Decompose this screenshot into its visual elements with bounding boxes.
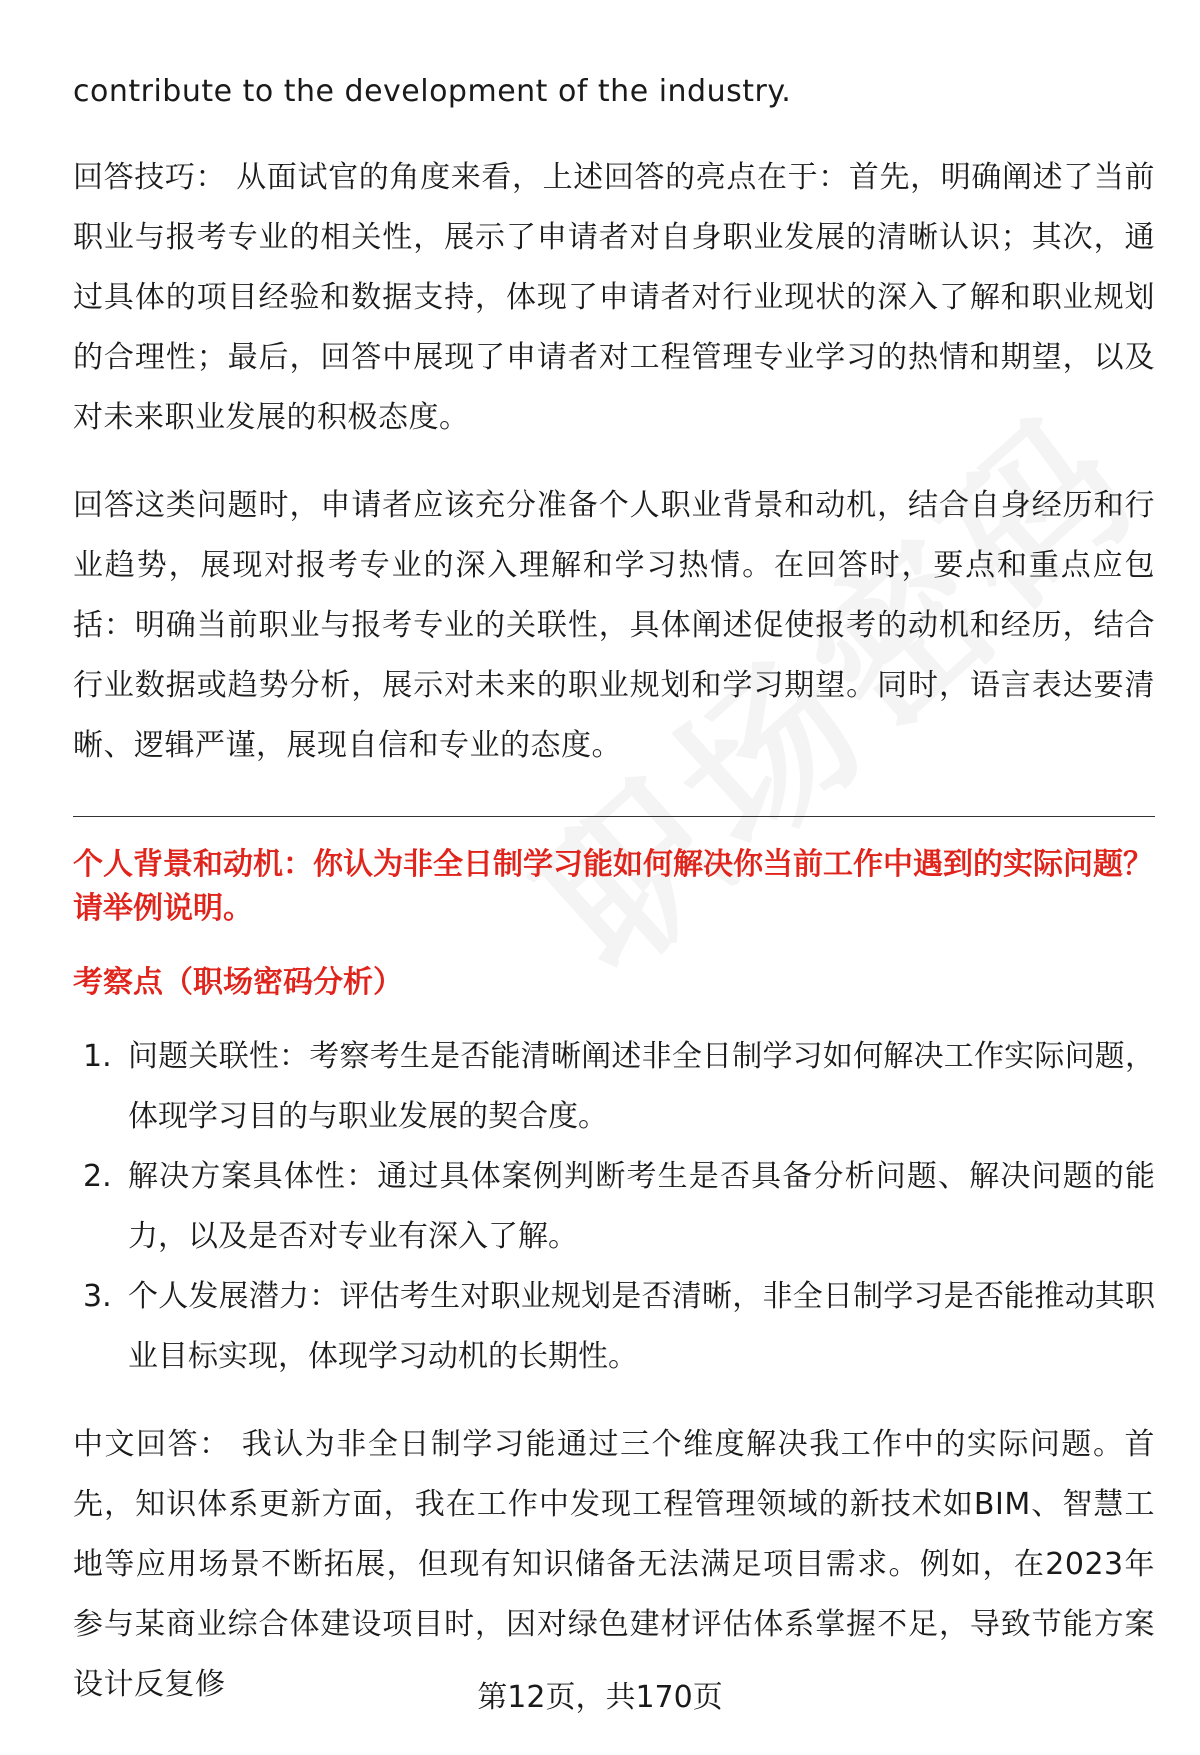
paragraph-chinese-answer: 中文回答： 我认为非全日制学习能通过三个维度解决我工作中的实际问题。首先，知识体系更新方面，我在工作中发现工程管理领域的新技术如BIM、智慧工地等应用场景不断拓展，但现有知识储备无法满足项目需求。例如，在2023年参与某商业综合体建设项目时，因对绿色建材评估体系掌握不足，导致节能方案设计反复修 bbox=[73, 1427, 1155, 1702]
list-item-text: 个人发展潜力：评估考生对职业规划是否清晰，非全日制学习是否能推动其职业目标实现，体现学习动机的长期性。 bbox=[128, 1279, 1155, 1374]
paragraph-answer-tips: 回答技巧： 从面试官的角度来看，上述回答的亮点在于：首先，明确阐述了当前职业与报考专业的相关性，展示了申请者对自身职业发展的清晰认识；其次，通过具体的项目经验和数据支持，体现了申请者对行业现状的深入了解和职业规划的合理性；最后，回答中展现了申请者对工程管理专业学习的热情和期望，以及对未来职业发展的积极态度。 bbox=[73, 160, 1155, 435]
list-item-number: 2. bbox=[83, 1159, 112, 1194]
list-item-text: 问题关联性：考察考生是否能清晰阐述非全日制学习如何解决工作实际问题，体现学习目的与职业发展的契合度。 bbox=[128, 1039, 1155, 1134]
list-item-number: 1. bbox=[83, 1039, 112, 1074]
list-item bbox=[73, 1027, 1155, 1147]
page-number: 第12页，共170页 bbox=[477, 1680, 723, 1715]
section-divider bbox=[73, 816, 1155, 817]
list-item-number: 3. bbox=[83, 1279, 112, 1314]
list-item bbox=[73, 1147, 1155, 1267]
paragraph-guidance: 回答这类问题时，申请者应该充分准备个人职业背景和动机，结合自身经历和行业趋势，展现对报考专业的深入理解和学习热情。在回答时，要点和重点应包括：明确当前职业与报考专业的关联性，具体阐述促使报考的动机和经历，结合行业数据或趋势分析，展示对未来的职业规划和学习期望。同时，语言表达要清晰、逻辑严谨，展现自信和专业的态度。 bbox=[73, 488, 1155, 763]
paragraph-continuation: contribute to the development of the industry. bbox=[73, 74, 792, 109]
question-title: 个人背景和动机：你认为非全日制学习能如何解决你当前工作中遇到的实际问题？请举例说明。 bbox=[73, 847, 1153, 926]
document-page bbox=[73, 62, 1155, 1715]
analysis-points-list bbox=[73, 1027, 1155, 1387]
analysis-heading: 考察点（职场密码分析） bbox=[73, 965, 403, 1000]
list-item bbox=[73, 1267, 1155, 1387]
list-item-text: 解决方案具体性：通过具体案例判断考生是否具备分析问题、解决问题的能力，以及是否对专业有深入了解。 bbox=[128, 1159, 1155, 1254]
